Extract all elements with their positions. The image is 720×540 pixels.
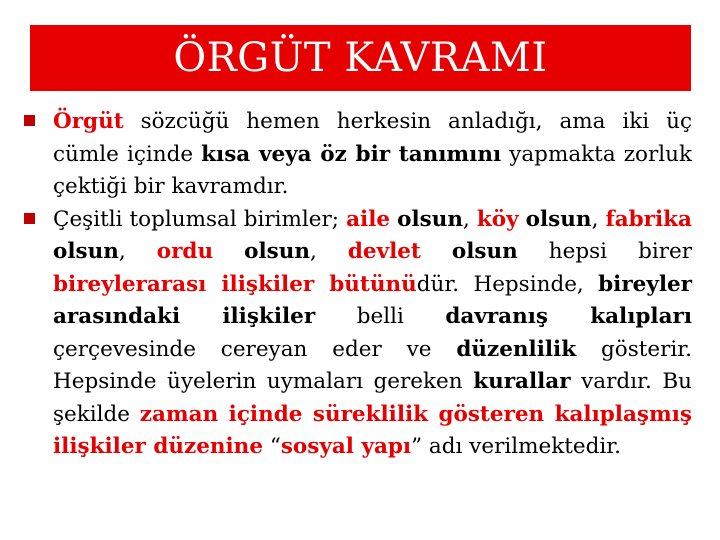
- highlight-term: fabrika: [605, 206, 692, 232]
- text-run: ,: [118, 239, 157, 264]
- highlight-term: Örgüt: [53, 109, 124, 134]
- bold-term: kurallar: [473, 369, 571, 394]
- bullet-item-orgut: [24, 106, 692, 204]
- text-run: ,: [310, 239, 348, 264]
- text-run: [421, 239, 452, 264]
- highlight-term: sosyal yapı: [280, 434, 412, 459]
- text-run: hepsi birer: [517, 239, 692, 264]
- title-banner: [30, 25, 691, 91]
- text-run: “: [263, 434, 281, 459]
- square-bullet-icon: [24, 115, 35, 126]
- highlight-term: bireylerarası ilişkiler bütünü: [53, 271, 417, 297]
- bullet-item-toplumsal-birimler: [24, 204, 692, 464]
- text-run: Çeşitli toplumsal birimler;: [53, 206, 347, 232]
- text-run: belli: [315, 304, 446, 329]
- text-run: gösterir. Hepsinde üyelerin uymaları gereken: [53, 336, 692, 394]
- text-run: [519, 207, 526, 232]
- bold-term: olsun: [244, 239, 311, 264]
- highlight-term: zaman içinde süreklilik gösteren kalıplaşmış ilişkiler düzenine: [53, 401, 693, 459]
- page-title: ÖRGÜT KAVRAMI: [173, 35, 548, 81]
- bold-term: olsun: [525, 206, 592, 232]
- highlight-term: devlet: [347, 239, 421, 264]
- bold-term: kısa veya öz bir tanımını: [201, 141, 502, 167]
- highlight-term: ordu: [156, 239, 214, 264]
- content-body: [24, 106, 692, 464]
- text-run: ,: [591, 206, 606, 232]
- bullet-text: [53, 109, 692, 199]
- bold-term: olsun: [397, 206, 463, 232]
- bold-term: düzenlilik: [456, 336, 577, 362]
- text-run: [213, 239, 244, 264]
- text-run: ” adı verilmektedir.: [411, 434, 621, 459]
- text-run: dür. Hepsinde,: [416, 271, 599, 297]
- bullet-text: [53, 207, 692, 460]
- bold-term: bireyler arasındaki ilişkiler: [53, 271, 693, 329]
- text-run: vardır. Bu şekilde: [53, 369, 692, 427]
- bold-term: davranış kalıpları: [445, 304, 692, 329]
- square-bullet-icon: [24, 213, 35, 224]
- highlight-term: aile: [346, 206, 391, 232]
- text-run: yapmakta zorluk çektiği bir kavramdır.: [53, 141, 693, 199]
- bold-term: olsun: [53, 239, 119, 264]
- bold-term: olsun: [451, 239, 518, 264]
- text-run: çerçevesinde cereyan eder ve: [53, 336, 457, 362]
- text-run: sözcüğü hemen herkesin anladığı, ama iki üç cümle içinde: [53, 109, 692, 167]
- text-run: ,: [463, 206, 477, 232]
- highlight-term: köy: [476, 206, 519, 232]
